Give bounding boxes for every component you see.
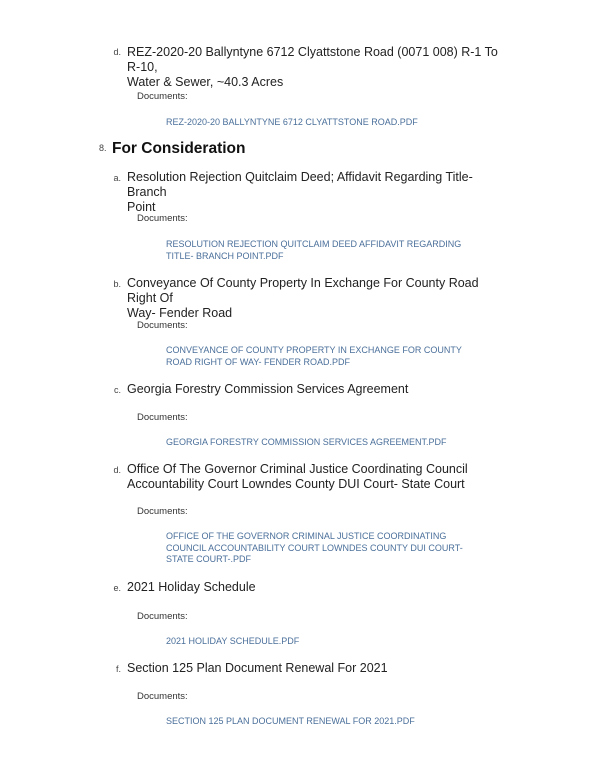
document-link-line: SECTION 125 PLAN DOCUMENT RENEWAL FOR 2021.PDF [166,716,415,726]
document-link-line: 2021 HOLIDAY SCHEDULE.PDF [166,636,300,646]
item-letter: e. [113,583,121,593]
item-title-line: Section 125 Plan Document Renewal For 2021 [127,661,388,675]
item-letter: f. [115,664,121,674]
item-title-line: Way- Fender Road [127,306,233,320]
document-link-line: OFFICE OF THE GOVERNOR CRIMINAL JUSTICE COORDINATING [166,531,447,541]
item-title-line: Resolution Rejection Quitclaim Deed; Affidavit Regarding Title- Branch [127,170,473,199]
item-title-line: Office Of The Governor Criminal Justice Coordinating Council [127,462,468,476]
item-title-line: 2021 Holiday Schedule [127,580,256,594]
item-letter: a. [113,173,121,183]
document-link-line: COUNCIL ACCOUNTABILITY COURT LOWNDES COUNTY DUI COURT- [166,542,463,553]
document-link[interactable] [166,531,486,566]
document-link-line: STATE COURT-.PDF [166,554,252,564]
document-link-line: TITLE- BRANCH POINT.PDF [166,250,284,261]
item-title-line: Accountability Court Lowndes County DUI Court- State Court [127,477,465,491]
item-title-line: Point [127,200,156,214]
documents-label: Documents: [137,91,188,102]
document-link-line: GEORGIA FORESTRY COMMISSION SERVICES AGREEMENT.PDF [166,437,447,447]
document-link-line: CONVEYANCE OF COUNTY PROPERTY IN EXCHANGE FOR COUNTY [166,345,462,355]
item-title [127,276,502,321]
document-link[interactable] [166,716,486,728]
item-title [127,661,502,676]
documents-label: Documents: [137,412,188,423]
documents-label: Documents: [137,611,188,622]
item-title [127,45,502,90]
item-letter: c. [113,385,121,395]
document-link[interactable] [166,117,486,129]
item-title [127,580,502,595]
item-title [127,170,502,215]
item-title-line: Water & Sewer, ~40.3 Acres [127,75,284,89]
item-title-line: Georgia Forestry Commission Services Agreement [127,382,409,396]
item-letter: d. [113,465,121,475]
documents-label: Documents: [137,320,188,331]
section-title: For Consideration [112,140,246,157]
document-link[interactable] [166,239,486,262]
item-title [127,382,502,397]
item-letter: d. [113,47,121,57]
item-title-line: Conveyance Of County Property In Exchange For County Road Right Of [127,276,479,305]
document-link[interactable] [166,345,486,368]
item-title-line: REZ-2020-20 Ballyntyne 6712 Clyattstone Road (0071 008) R-1 To R-10, [127,45,498,74]
section-number: 8. [99,143,107,153]
documents-label: Documents: [137,213,188,224]
document-link-line: RESOLUTION REJECTION QUITCLAIM DEED AFFIDAVIT REGARDING [166,239,462,249]
documents-label: Documents: [137,691,188,702]
item-letter: b. [113,279,121,289]
document-link-line: REZ-2020-20 BALLYNTYNE 6712 CLYATTSTONE ROAD.PDF [166,117,418,127]
item-title [127,462,502,492]
documents-label: Documents: [137,506,188,517]
document-link[interactable] [166,437,486,449]
document-link[interactable] [166,636,486,648]
document-link-line: ROAD RIGHT OF WAY- FENDER ROAD.PDF [166,356,351,367]
